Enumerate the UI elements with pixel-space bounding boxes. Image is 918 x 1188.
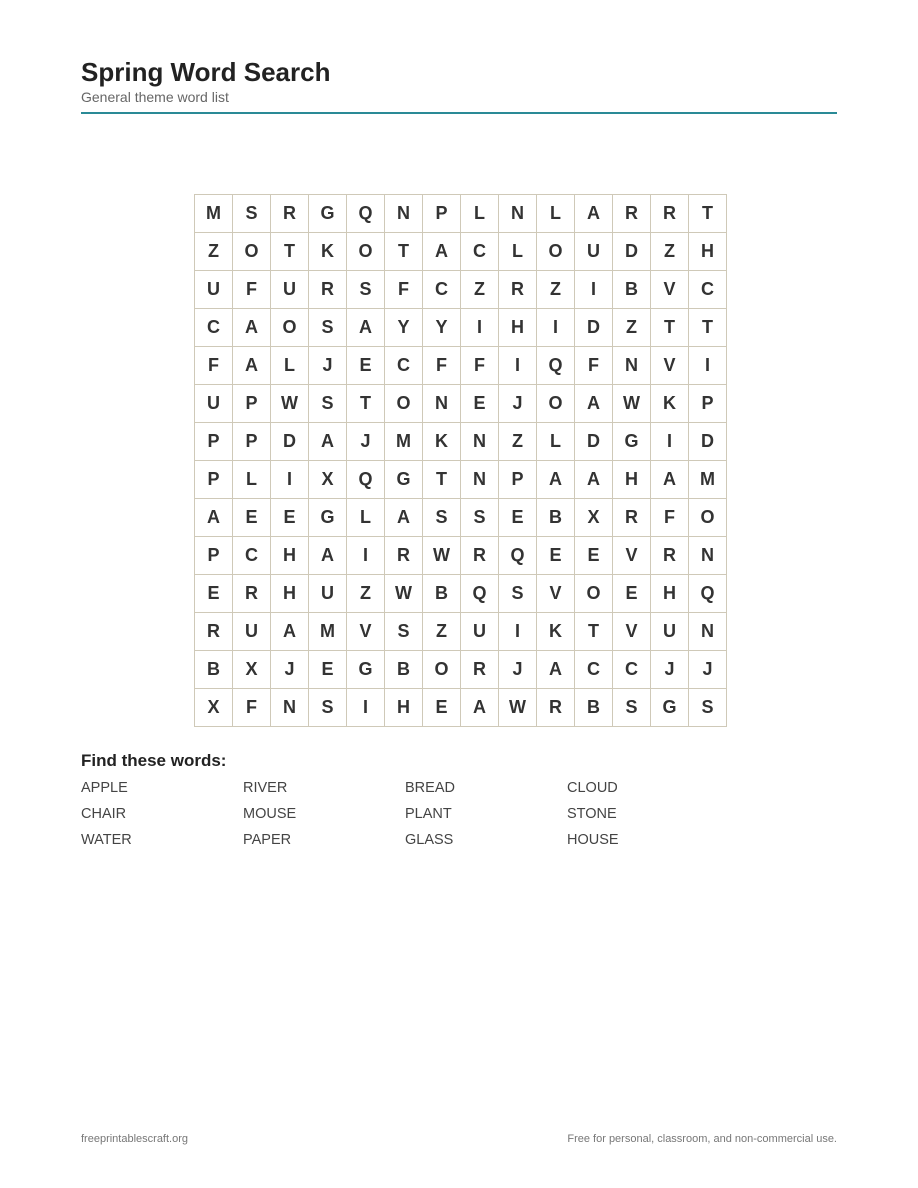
grid-cell: U bbox=[233, 613, 271, 651]
grid-cell: N bbox=[461, 423, 499, 461]
word-list-item: BREAD bbox=[405, 780, 455, 796]
grid-cell: T bbox=[689, 195, 727, 233]
grid-cell: Q bbox=[461, 575, 499, 613]
grid-cell: R bbox=[461, 651, 499, 689]
grid-cell: C bbox=[613, 651, 651, 689]
grid-cell: V bbox=[613, 613, 651, 651]
grid-cell: E bbox=[537, 537, 575, 575]
grid-cell: R bbox=[385, 537, 423, 575]
grid-cell: R bbox=[309, 271, 347, 309]
grid-cell: S bbox=[385, 613, 423, 651]
grid-cell: W bbox=[271, 385, 309, 423]
word-list-item: STONE bbox=[567, 806, 617, 822]
word-list-item: WATER bbox=[81, 832, 132, 848]
grid-cell: L bbox=[347, 499, 385, 537]
grid-cell: E bbox=[613, 575, 651, 613]
grid-cell: V bbox=[651, 271, 689, 309]
grid-cell: E bbox=[461, 385, 499, 423]
grid-cell: W bbox=[613, 385, 651, 423]
grid-cell: A bbox=[537, 461, 575, 499]
grid-cell: L bbox=[461, 195, 499, 233]
word-list-item: APPLE bbox=[81, 780, 128, 796]
grid-cell: E bbox=[347, 347, 385, 385]
grid-cell: C bbox=[423, 271, 461, 309]
grid-cell: C bbox=[461, 233, 499, 271]
grid-cell: P bbox=[233, 423, 271, 461]
page-title: Spring Word Search bbox=[81, 57, 331, 87]
grid-cell: Z bbox=[423, 613, 461, 651]
grid-cell: R bbox=[271, 195, 309, 233]
word-list bbox=[81, 778, 729, 856]
grid-cell: B bbox=[195, 651, 233, 689]
grid-cell: T bbox=[575, 613, 613, 651]
word-list-item: CLOUD bbox=[567, 780, 618, 796]
grid-cell: A bbox=[233, 347, 271, 385]
grid-cell: N bbox=[423, 385, 461, 423]
grid-cell: G bbox=[309, 499, 347, 537]
word-list-heading: Find these words: bbox=[81, 751, 227, 770]
header-divider bbox=[81, 112, 837, 114]
grid-cell: V bbox=[613, 537, 651, 575]
grid-cell: S bbox=[499, 575, 537, 613]
grid-cell: E bbox=[423, 689, 461, 727]
grid-cell: R bbox=[461, 537, 499, 575]
grid-cell: Z bbox=[461, 271, 499, 309]
grid-cell: T bbox=[689, 309, 727, 347]
grid-cell: I bbox=[347, 537, 385, 575]
grid-cell: U bbox=[195, 385, 233, 423]
grid-cell: H bbox=[651, 575, 689, 613]
grid-cell: S bbox=[347, 271, 385, 309]
grid-cell: U bbox=[575, 233, 613, 271]
grid-cell: G bbox=[309, 195, 347, 233]
word-list-item: CHAIR bbox=[81, 806, 127, 822]
grid-cell: H bbox=[499, 309, 537, 347]
grid-cell: L bbox=[499, 233, 537, 271]
word-list-item: HOUSE bbox=[567, 832, 619, 848]
page-header bbox=[81, 56, 837, 105]
grid-cell: O bbox=[575, 575, 613, 613]
grid-cell: P bbox=[195, 537, 233, 575]
grid-cell: D bbox=[271, 423, 309, 461]
grid-cell: F bbox=[233, 271, 271, 309]
grid-cell: D bbox=[689, 423, 727, 461]
grid-cell: H bbox=[613, 461, 651, 499]
grid-cell: Z bbox=[537, 271, 575, 309]
grid-cell: F bbox=[385, 271, 423, 309]
grid-cell: L bbox=[537, 423, 575, 461]
grid-cell: E bbox=[233, 499, 271, 537]
grid-cell: Z bbox=[499, 423, 537, 461]
grid-cell: A bbox=[461, 689, 499, 727]
grid-cell: X bbox=[575, 499, 613, 537]
grid-cell: M bbox=[195, 195, 233, 233]
grid-cell: I bbox=[499, 613, 537, 651]
grid-cell: S bbox=[309, 689, 347, 727]
grid-cell: L bbox=[233, 461, 271, 499]
grid-cell: A bbox=[195, 499, 233, 537]
grid-cell: T bbox=[271, 233, 309, 271]
grid-cell: J bbox=[499, 651, 537, 689]
grid-cell: P bbox=[499, 461, 537, 499]
grid-cell: E bbox=[195, 575, 233, 613]
grid-cell: H bbox=[689, 233, 727, 271]
grid-cell: J bbox=[499, 385, 537, 423]
grid-cell: D bbox=[575, 309, 613, 347]
grid-cell: M bbox=[385, 423, 423, 461]
grid-cell: O bbox=[537, 385, 575, 423]
grid-cell: N bbox=[613, 347, 651, 385]
grid-cell: I bbox=[461, 309, 499, 347]
grid-cell: I bbox=[651, 423, 689, 461]
grid-cell: J bbox=[689, 651, 727, 689]
grid-cell: A bbox=[309, 423, 347, 461]
grid-cell: B bbox=[423, 575, 461, 613]
grid-cell: G bbox=[385, 461, 423, 499]
grid-cell: T bbox=[347, 385, 385, 423]
grid-cell: R bbox=[651, 537, 689, 575]
grid-cell: J bbox=[651, 651, 689, 689]
grid-cell: Z bbox=[347, 575, 385, 613]
grid-cell: S bbox=[309, 385, 347, 423]
grid-cell: Z bbox=[613, 309, 651, 347]
grid-cell: N bbox=[461, 461, 499, 499]
grid-cell: Y bbox=[423, 309, 461, 347]
grid-cell: V bbox=[537, 575, 575, 613]
grid-cell: U bbox=[309, 575, 347, 613]
footer-site: freeprintablescraft.org bbox=[81, 1133, 188, 1145]
grid-cell: P bbox=[195, 461, 233, 499]
grid-cell: A bbox=[537, 651, 575, 689]
grid-cell: R bbox=[195, 613, 233, 651]
grid-cell: Q bbox=[347, 461, 385, 499]
grid-cell: J bbox=[309, 347, 347, 385]
grid-cell: W bbox=[385, 575, 423, 613]
grid-cell: O bbox=[689, 499, 727, 537]
grid-cell: O bbox=[271, 309, 309, 347]
grid-cell: Q bbox=[689, 575, 727, 613]
grid-cell: A bbox=[385, 499, 423, 537]
grid-cell: R bbox=[651, 195, 689, 233]
grid-cell: W bbox=[499, 689, 537, 727]
grid-cell: W bbox=[423, 537, 461, 575]
grid-cell: A bbox=[347, 309, 385, 347]
grid-cell: C bbox=[195, 309, 233, 347]
grid-cell: X bbox=[233, 651, 271, 689]
grid-cell: U bbox=[651, 613, 689, 651]
grid-cell: V bbox=[651, 347, 689, 385]
grid-cell: C bbox=[385, 347, 423, 385]
grid-cell: X bbox=[309, 461, 347, 499]
grid-cell: I bbox=[575, 271, 613, 309]
grid-cell: I bbox=[537, 309, 575, 347]
grid-cell: I bbox=[689, 347, 727, 385]
grid-cell: Y bbox=[385, 309, 423, 347]
grid-cell: F bbox=[195, 347, 233, 385]
grid-cell: S bbox=[309, 309, 347, 347]
grid-cell: A bbox=[271, 613, 309, 651]
grid-cell: U bbox=[195, 271, 233, 309]
grid-cell: U bbox=[271, 271, 309, 309]
grid-cell: N bbox=[689, 613, 727, 651]
grid-cell: C bbox=[689, 271, 727, 309]
grid-cell: V bbox=[347, 613, 385, 651]
grid-cell: P bbox=[689, 385, 727, 423]
grid-cell: O bbox=[385, 385, 423, 423]
grid-cell: M bbox=[689, 461, 727, 499]
grid-cell: T bbox=[651, 309, 689, 347]
grid-cell: F bbox=[233, 689, 271, 727]
grid-cell: K bbox=[423, 423, 461, 461]
grid-cell: R bbox=[613, 195, 651, 233]
grid-cell: R bbox=[537, 689, 575, 727]
grid-cell: E bbox=[271, 499, 309, 537]
grid-cell: T bbox=[385, 233, 423, 271]
grid-cell: S bbox=[613, 689, 651, 727]
grid-cell: I bbox=[347, 689, 385, 727]
grid-cell: B bbox=[613, 271, 651, 309]
grid-cell: A bbox=[309, 537, 347, 575]
grid-cell: I bbox=[499, 347, 537, 385]
grid-cell: Q bbox=[537, 347, 575, 385]
grid-cell: G bbox=[347, 651, 385, 689]
grid-cell: F bbox=[651, 499, 689, 537]
grid-cell: S bbox=[461, 499, 499, 537]
grid-cell: K bbox=[309, 233, 347, 271]
grid-cell: A bbox=[233, 309, 271, 347]
grid-cell: L bbox=[271, 347, 309, 385]
footer-license: Free for personal, classroom, and non-commercial use. bbox=[567, 1133, 837, 1145]
grid-cell: P bbox=[423, 195, 461, 233]
grid-cell: S bbox=[689, 689, 727, 727]
grid-cell: F bbox=[461, 347, 499, 385]
grid-cell: T bbox=[423, 461, 461, 499]
grid-cell: M bbox=[309, 613, 347, 651]
grid-cell: K bbox=[651, 385, 689, 423]
grid-cell: B bbox=[385, 651, 423, 689]
grid-cell: J bbox=[347, 423, 385, 461]
grid-cell: F bbox=[575, 347, 613, 385]
grid-cell: D bbox=[613, 233, 651, 271]
grid-cell: A bbox=[575, 385, 613, 423]
grid-cell: A bbox=[575, 461, 613, 499]
word-list-item: GLASS bbox=[405, 832, 454, 848]
grid-cell: P bbox=[233, 385, 271, 423]
grid-cell: O bbox=[233, 233, 271, 271]
grid-cell: S bbox=[233, 195, 271, 233]
grid-cell: Q bbox=[347, 195, 385, 233]
word-search-grid bbox=[194, 194, 727, 727]
grid-cell: L bbox=[537, 195, 575, 233]
grid-cell: O bbox=[347, 233, 385, 271]
grid-cell: C bbox=[575, 651, 613, 689]
grid-cell: A bbox=[575, 195, 613, 233]
grid-cell: N bbox=[271, 689, 309, 727]
grid-cell: F bbox=[423, 347, 461, 385]
grid-cell: R bbox=[613, 499, 651, 537]
grid-cell: X bbox=[195, 689, 233, 727]
grid-cell: P bbox=[195, 423, 233, 461]
grid-cell: R bbox=[233, 575, 271, 613]
word-list-item: RIVER bbox=[243, 780, 288, 796]
grid-cell: K bbox=[537, 613, 575, 651]
grid-cell: U bbox=[461, 613, 499, 651]
grid-cell: Q bbox=[499, 537, 537, 575]
grid-cell: G bbox=[613, 423, 651, 461]
word-list-item: PLANT bbox=[405, 806, 452, 822]
grid-cell: N bbox=[689, 537, 727, 575]
grid-cell: Z bbox=[651, 233, 689, 271]
grid-cell: B bbox=[537, 499, 575, 537]
grid-cell: H bbox=[385, 689, 423, 727]
grid-cell: O bbox=[537, 233, 575, 271]
grid-cell: D bbox=[575, 423, 613, 461]
grid-cell: E bbox=[575, 537, 613, 575]
grid-cell: Z bbox=[195, 233, 233, 271]
grid-cell: A bbox=[651, 461, 689, 499]
grid-cell: R bbox=[499, 271, 537, 309]
grid-cell: H bbox=[271, 537, 309, 575]
grid-cell: O bbox=[423, 651, 461, 689]
grid-cell: I bbox=[271, 461, 309, 499]
grid-cell: B bbox=[575, 689, 613, 727]
grid-cell: S bbox=[423, 499, 461, 537]
grid-cell: N bbox=[499, 195, 537, 233]
grid-cell: A bbox=[423, 233, 461, 271]
grid-cell: H bbox=[271, 575, 309, 613]
grid-cell: N bbox=[385, 195, 423, 233]
page-subtitle: General theme word list bbox=[81, 89, 229, 105]
word-list-item: MOUSE bbox=[243, 806, 297, 822]
word-list-item: PAPER bbox=[243, 832, 292, 848]
grid-cell: J bbox=[271, 651, 309, 689]
grid-cell: E bbox=[499, 499, 537, 537]
grid-cell: C bbox=[233, 537, 271, 575]
grid-cell: G bbox=[651, 689, 689, 727]
grid-cell: E bbox=[309, 651, 347, 689]
